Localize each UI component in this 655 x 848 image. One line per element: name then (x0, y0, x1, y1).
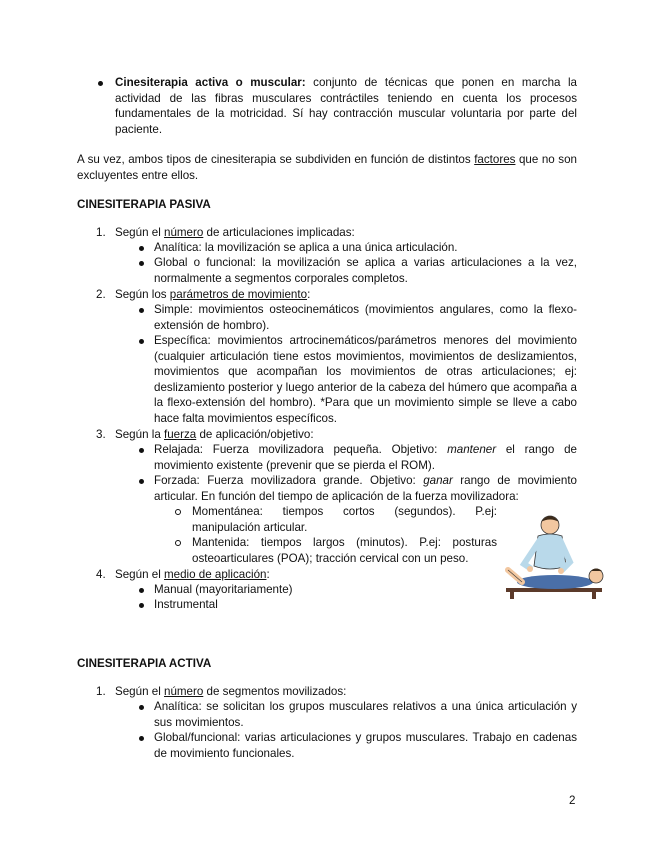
item-text: Según el (115, 568, 164, 581)
section-heading-activa: CINESITERAPIA ACTIVA (77, 657, 212, 670)
bullet-dot (139, 736, 144, 741)
sub-item-italic: mantener (447, 443, 497, 456)
list-item (115, 684, 577, 700)
table-leg-shape (592, 592, 596, 599)
list-number: 1. (96, 685, 106, 698)
bullet-dot (139, 603, 144, 608)
sub-item-forzada (154, 473, 577, 504)
item-text: Según el (115, 226, 164, 239)
item-text: Según la (115, 428, 164, 441)
bullet-dot (139, 339, 144, 344)
bullet-dot (98, 81, 103, 86)
list-item (115, 567, 495, 583)
therapist-hand-shape (558, 568, 564, 574)
item-underlined: parámetros de movimiento (169, 288, 308, 301)
sub-item: Global/funcional: varias articulaciones y grupos musculares. Trabajo en cadenas de movimiento funcionales. (154, 731, 577, 760)
bullet-circle (175, 540, 181, 546)
sub-item-text-end: rango de movimiento articular. En función del tiempo de aplicación de la fuerza movilizadora: (154, 474, 577, 503)
bullet-dot (139, 705, 144, 710)
patient-leg-outline (508, 570, 522, 582)
item-underlined: medio de aplicación (164, 568, 267, 581)
table-leg-shape (510, 592, 514, 599)
item-text-end: : (266, 568, 270, 581)
sub-item: Específica: movimientos artrocinemáticos/parámetros menores del movimiento (cualquier articulación tiene estos movimientos, movimientos de deslizamientos, movimientos que acompañan los movimientos de otras articulaciones; ej: deslizamiento posterior y luego anterior de la cabeza del húmero que acompaña a la flexo-extensión del hombro). *Para que un movimiento simple se lleve a cabo hace falta movimientos específicos. (154, 334, 577, 425)
list-item (115, 427, 577, 443)
sub-item: Instrumental (154, 598, 218, 611)
item-text-end: : (307, 288, 311, 301)
item-text-end: de articulaciones implicadas: (203, 226, 355, 239)
section-heading-pasiva: CINESITERAPIA PASIVA (77, 198, 211, 211)
sub-item-text-end: el rango de movimiento existente (prevenir que se pierda el ROM). (154, 443, 577, 472)
sub-item-text: Forzada: Fuerza movilizadora grande. Objetivo: (154, 474, 424, 487)
sub-item: Global o funcional: la movilización se aplica a varias articulaciones a la vez, normalmente a segmentos corporales completos. (154, 256, 577, 285)
bullet-dot (139, 479, 144, 484)
subsub-item: Momentánea: tiempos cortos (segundos). P.ej: manipulación articular. (192, 505, 497, 534)
item-underlined: fuerza (164, 428, 197, 441)
intro-item-text: conjunto de técnicas que ponen en marcha la actividad de las fibras musculares contráctiles teniendo en cuenta los procesos fundamentales de la motricidad. Sí hay contracción muscular voluntaria por parte del paciente. (115, 76, 577, 136)
intro-paragraph (77, 152, 577, 183)
sub-item-relajada (154, 442, 577, 473)
bullet-dot (139, 246, 144, 251)
item-text-end: de aplicación/objetivo: (196, 428, 314, 441)
therapist-hand-shape (527, 566, 533, 572)
list-number: 2. (96, 288, 106, 301)
sub-item: Analítica: la movilización se aplica a una única articulación. (154, 241, 458, 254)
sub-item: Analítica: se solicitan los grupos musculares relativos a una única articulación y sus movimientos. (154, 700, 577, 729)
sub-item: Simple: movimientos osteocinemáticos (movimientos angulares, como la flexo-extensión de hombro). (154, 303, 577, 332)
item-underlined: número (164, 685, 204, 698)
intro-item-title: Cinesiterapia activa o muscular: (115, 76, 306, 89)
bullet-circle (175, 509, 181, 515)
sub-item-text: Relajada: Fuerza movilizadora pequeña. Objetivo: (154, 443, 448, 456)
sub-item-italic: ganar (423, 474, 453, 487)
sub-item: Manual (mayoritariamente) (154, 583, 293, 596)
patient-body-shape (517, 575, 593, 589)
intro-para-text: A su vez, ambos tipos de cinesiterapia se subdividen en función de distintos (77, 153, 475, 166)
list-item (115, 225, 577, 241)
intro-item (115, 75, 577, 137)
item-text: Según los (115, 288, 170, 301)
bullet-dot (139, 448, 144, 453)
physiotherapy-illustration (500, 510, 610, 600)
bullet-dot (139, 588, 144, 593)
list-number: 1. (96, 226, 106, 239)
patient-head-shape (589, 569, 603, 583)
bullet-dot (139, 308, 144, 313)
item-underlined: número (164, 226, 204, 239)
page-number: 2 (569, 794, 576, 807)
item-text: Según el (115, 685, 164, 698)
factores-link[interactable]: factores (474, 153, 516, 166)
list-number: 4. (96, 568, 106, 581)
subsub-item: Mantenida: tiempos largos (minutos). P.ej: posturas osteoarticulares (POA); tracción cervical con un peso. (192, 536, 497, 565)
item-text-end: de segmentos movilizados: (203, 685, 347, 698)
bullet-dot (139, 261, 144, 266)
list-number: 3. (96, 428, 106, 441)
list-item (115, 287, 577, 303)
intro-para-text-end: que no son excluyentes entre ellos. (77, 153, 577, 182)
patient-hair-shape (591, 569, 602, 572)
